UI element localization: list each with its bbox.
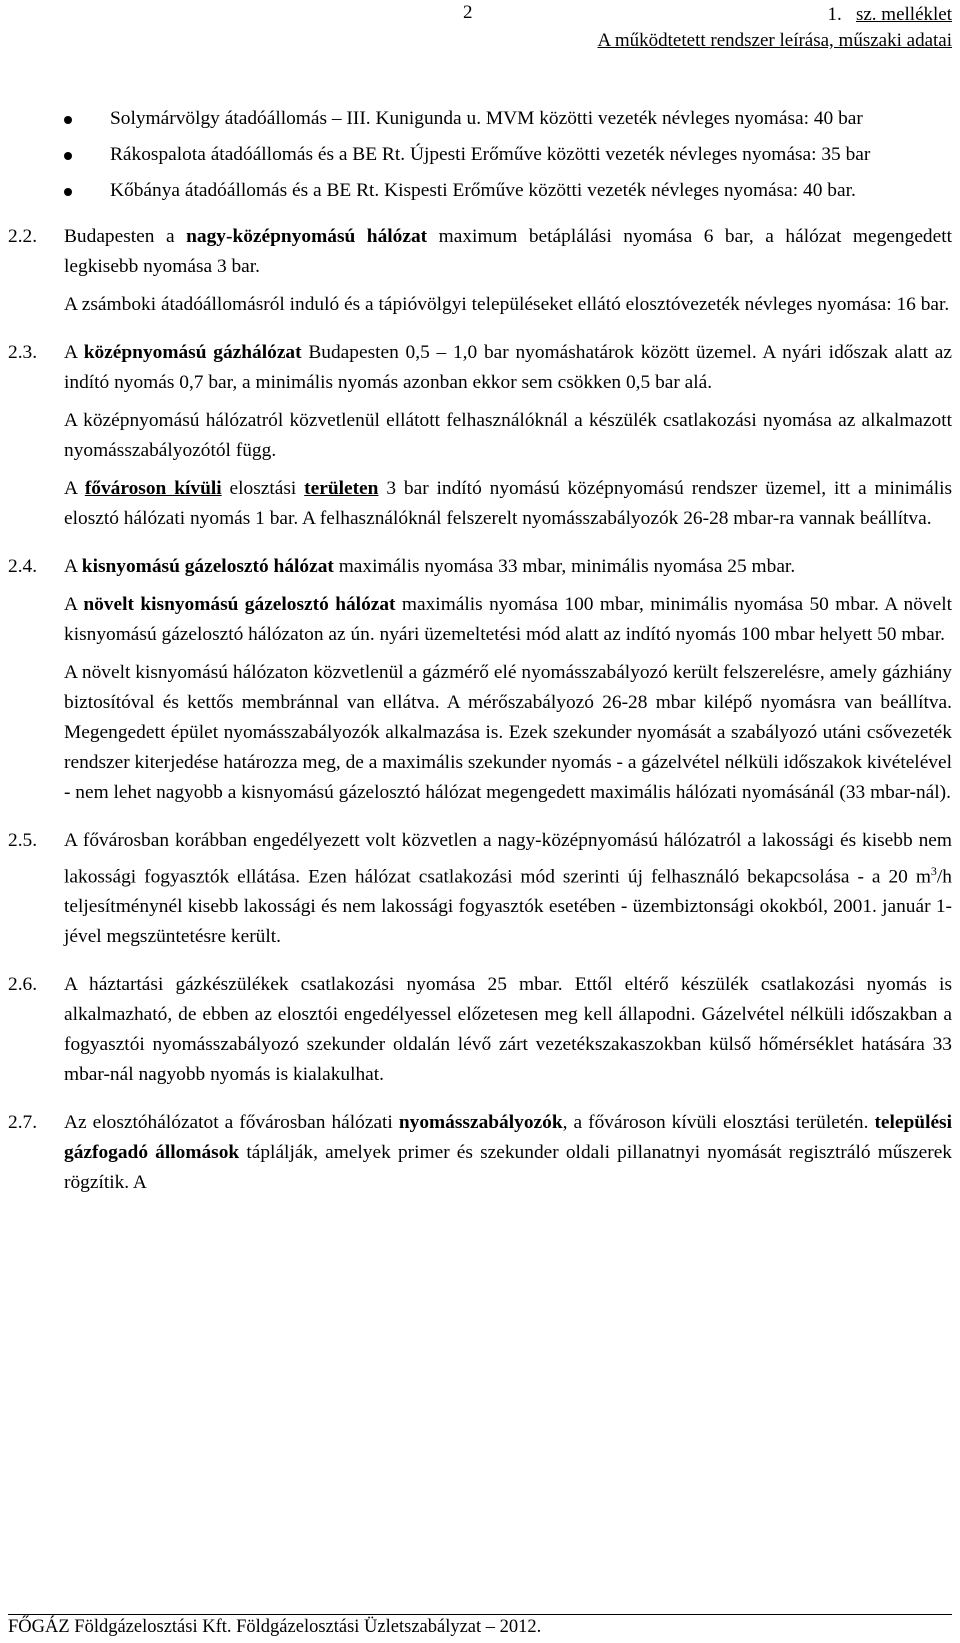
section-2-2 xyxy=(0,222,960,320)
list-item: Rákospalota átadóállomás és a BE Rt. Újpesti Erőműve közötti vezeték névleges nyomása: 35 bar xyxy=(0,140,960,170)
section-number: 2.6. xyxy=(8,974,38,996)
bullet-list xyxy=(0,104,960,206)
paragraph: A zsámboki átadóállomásról induló és a tápióvölgyi településeket ellátó elosztóvezeték névleges nyomása: 16 bar. xyxy=(64,294,950,315)
section-2-3 xyxy=(0,338,960,534)
paragraph: A kisnyomású gázelosztó hálózat maximális nyomása 33 mbar, minimális nyomása 25 mbar. xyxy=(64,556,796,577)
section-number: 2.5. xyxy=(8,830,38,851)
header-title[interactable]: A működtetett rendszer leírása, műszaki adatai xyxy=(597,30,952,51)
section-2-4 xyxy=(0,552,960,808)
section-2-7 xyxy=(0,1108,960,1198)
paragraph: A háztartási gázkészülékek csatlakozási nyomása 25 mbar. Ettől eltérő készülék csatlakozási nyomás is alkalmazható, de ebben az elosztói engedélyessel előzetesen meg kell állapodni. Gázelvétel nélküli időszakban a fogyasztói nyomásszabályozó szekunder oldalán lévő zárt vezetékszakaszokban külső hőmérséklet hatására 33 mbar-nál nagyobb nyomás is kialakulhat. xyxy=(64,974,952,1086)
section-2-5 xyxy=(0,826,960,952)
paragraph: A növelt kisnyomású hálózaton közvetlenül a gázmérő elé nyomásszabályozó került felszerelésre, amely gázhiány biztosítóval és kettős membránnal van ellátva. A mérőszabályozó 26-28 mbar kilépő nyomásra van beállítva. Megengedett épület nyomásszabályozók alkalmazása is. Ezek szekunder nyomását a szabályozó utáni csővezeték rendszer kiterjedése határozza meg, de a maximális szekunder nyomás - a gázelvétel nélküli időszakok kivételével - nem lehet nagyobb a kisnyomású gázelosztó hálózat megengedett maximális hálózati nyomásánál (33 mbar-nál). xyxy=(64,662,952,803)
section-number: 2.7. xyxy=(8,1112,38,1134)
page-number: 2 xyxy=(463,2,473,23)
page-header xyxy=(597,2,952,54)
appendix-number: 1. xyxy=(827,4,842,25)
appendix-link[interactable]: sz. melléklet xyxy=(855,4,952,25)
document-body xyxy=(0,104,960,1206)
paragraph: A középnyomású gázhálózat Budapesten 0,5 – 1,0 bar nyomáshatárok között üzemel. A nyári időszak alatt az indító nyomás 0,7 bar, a minimális nyomás azonban ekkor sem csökken 0,5 bar alá. xyxy=(64,342,953,393)
list-item: Kőbánya átadóállomás és a BE Rt. Kispesti Erőműve közötti vezeték névleges nyomása: 40 bar. xyxy=(0,176,960,206)
section-2-6 xyxy=(0,970,960,1090)
page-footer xyxy=(0,1614,960,1643)
paragraph: A növelt kisnyomású gázelosztó hálózat maximális nyomása 100 mbar, minimális nyomása 50 mbar. A növelt kisnyomású gázelosztó hálózaton az ún. nyári üzemeltetési mód alatt az indító nyomás 100 mbar helyett 50 mbar. xyxy=(64,594,953,645)
paragraph: A fővároson kívüli elosztási területen 3 bar indító nyomású középnyomású rendszer üzemel, itt a minimális elosztó hálózati nyomás 1 bar. A felhasználóknál felszerelt nyomásszabályozók 26-28 mbar-ra vannak beállítva. xyxy=(64,478,953,529)
footer-divider xyxy=(8,1614,952,1615)
section-number: 2.2. xyxy=(8,226,38,247)
paragraph: Budapesten a nagy-középnyomású hálózat maximum betáplálási nyomása 6 bar, a hálózat megengedett legkisebb nyomása 3 bar. xyxy=(64,226,952,277)
paragraph: Az elosztóhálózatot a fővárosban hálózati nyomásszabályozók, a fővároson kívüli elosztási területén. települési gázfogadó állomások táplálják, amelyek primer és szekunder oldali pillanatnyi nyomását regisztráló műszerek rögzítik. A xyxy=(64,1112,952,1194)
list-item: Solymárvölgy átadóállomás – III. Kunigunda u. MVM közötti vezeték névleges nyomása: 40 bar xyxy=(0,104,960,134)
paragraph: A középnyomású hálózatról közvetlenül ellátott felhasználóknál a készülék csatlakozási nyomása az alkalmazott nyomásszabályozótól függ. xyxy=(64,410,952,461)
footer-text: FŐGÁZ Földgázelosztási Kft. Földgázelosztási Üzletszabályzat – 2012. xyxy=(8,1617,542,1637)
section-number: 2.3. xyxy=(8,342,38,363)
section-number: 2.4. xyxy=(8,556,38,577)
paragraph: A fővárosban korábban engedélyezett volt közvetlen a nagy-középnyomású hálózatról a lakossági és kisebb nem lakossági fogyasztók ellátása. Ezen hálózat csatlakozási mód szerinti új felhasználó bekapcsolása - a 20 $m^3/h$ teljesítménynél kisebb lakossági és nem lakossági fogyasztók esetében - üzembiztonsági okokból, 2001. január 1-jével megszüntetésre került. xyxy=(64,830,952,948)
